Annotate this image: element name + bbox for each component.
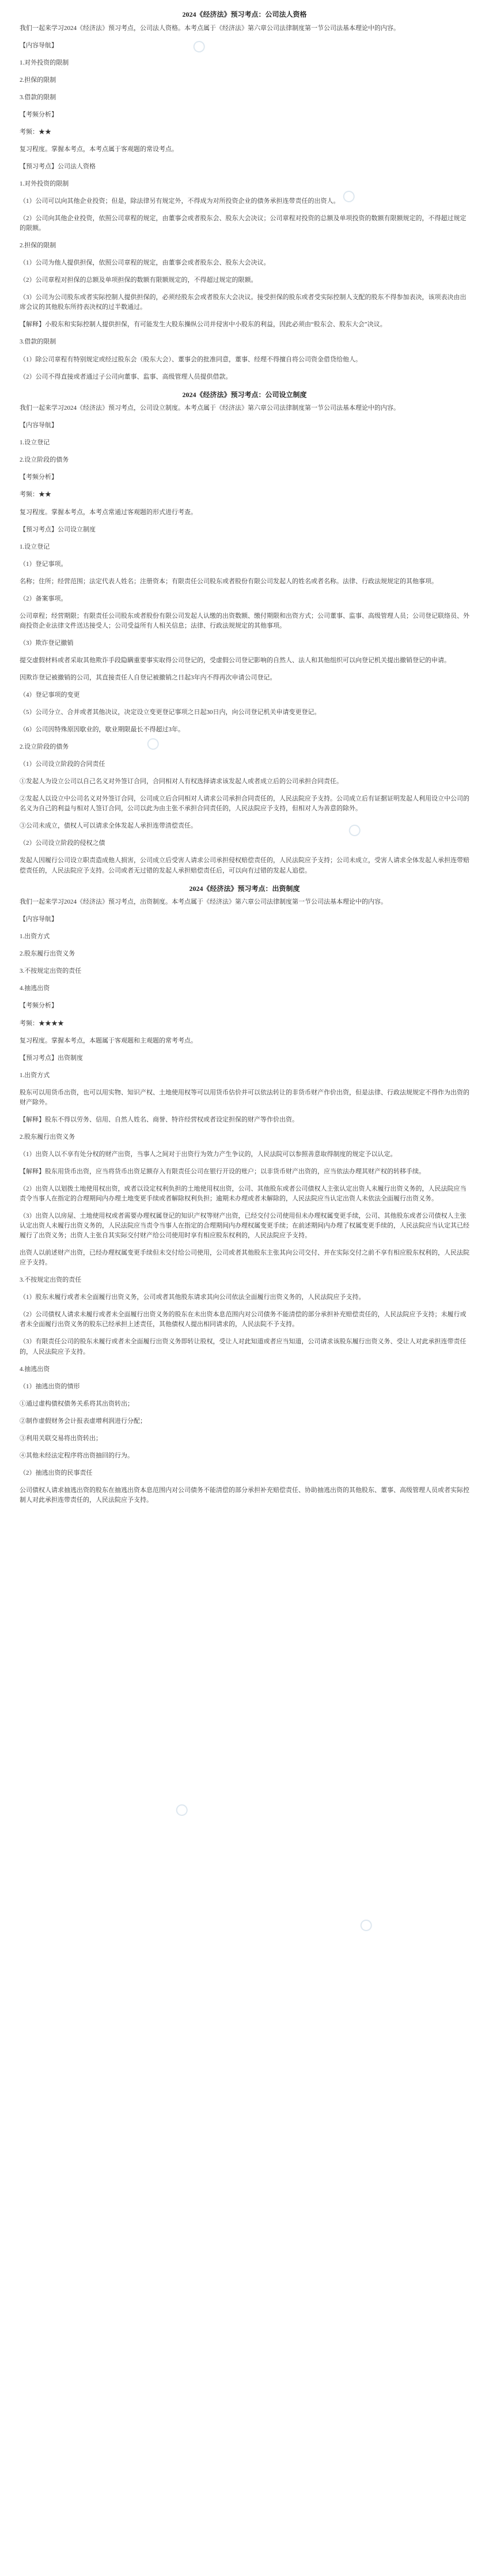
section-title: 2024《经济法》预习考点：出资制度 <box>189 884 300 893</box>
paragraph: 3.不按规定出资的责任 <box>20 1276 82 1284</box>
paragraph: 股东可以用货币出资，也可以用实物、知识产权、土地使用权等可以用货币估价并可以依法转让的非货币财产作价出资，但是法律、行政法规规定不得作为出资的财产除外。 <box>20 1089 469 1106</box>
paragraph: 1.对外投资的限制 <box>20 59 69 66</box>
paragraph: （1）除公司章程有特别规定或经过股东会（股东大会）、董事会的批准同意，董事、经理不得擅自将公司资金借贷给他人。 <box>20 356 362 363</box>
paragraph: 1.出资方式 <box>20 1071 50 1079</box>
paragraph: （2）公司章程对担保的总额及单项担保的数额有限额规定的，不得超过规定的限额。 <box>20 277 257 284</box>
paragraph: 复习程度。掌握本考点，本题属于客观题和主观题的常考考点。 <box>20 1037 197 1044</box>
paragraph: （5）公司分立、合并或者其他决议，决定设立变更登记事项之日起30日内，向公司登记机关申请变更登记。 <box>20 709 321 716</box>
section-3 <box>20 883 469 1505</box>
paragraph: （1）出资人以不享有处分权的财产出资，当事人之间对于出资行为效力产生争议的，人民法院可以参照善意取得制度的规定予以认定。 <box>20 1150 397 1158</box>
paragraph: 我们一起来学习2024《经济法》预习考点，公司设立制度。本考点属于《经济法》第六章公司法律制度第一节公司法基本理论中的内容。 <box>20 405 400 412</box>
paragraph: （1）股东未履行或者未全面履行出资义务，公司或者其他股东请求其向公司依法全面履行出资义务的，人民法院应予支持。 <box>20 1294 365 1301</box>
paragraph: 1.设立登记 <box>20 439 50 447</box>
paragraph: （3）出资人以房屋、土地使用权或者需要办理权属登记的知识产权等财产出资，已经交付公司使用但未办理权属变更手续，公司、其他股东或者公司债权人主张认定出资人未履行出资义务的，人民法院应当责令当事人在指定的合理期间内办理权属变更手续；在前述期间内办理了权属变更手续的，人民法院应当认定其已经履行了出资义务；出资人主张自其实际交付财产给公司使用时享有相应股东权利的，人民法院应予支持。 <box>20 1213 469 1240</box>
paragraph: 公司章程；经营期限；有限责任公司股东或者股份有限公司发起人认缴的出资数额、缴付期限和出资方式；公司董事、监事、高级管理人员；公司登记联络员、外商投资企业法律文件送达接受人；公司受益所有人相关信息；法律、行政法规规定的其他事项。 <box>20 612 469 629</box>
paragraph: （2）出资人以划拨土地使用权出资，或者以设定权利负担的土地使用权出资，公司、其他股东或者公司债权人主张认定出资人未履行出资义务的，人民法院应当责令当事人在指定的合理期间内办理土地变更手续或者解除权利负担；逾期未办理或者未解除的，人民法院应当认定出资人未依法全面履行出资义务。 <box>20 1185 467 1203</box>
watermark-logo <box>358 1882 442 1937</box>
paragraph: （2）备案事项。 <box>20 595 67 602</box>
paragraph: 【预习考点】公司法人资格 <box>20 163 96 170</box>
paragraph: 出资人以前述财产出资，已经办理权属变更手续但未交付给公司使用，公司或者其他股东主张其向公司交付、并在实际交付之前不享有相应股东权利的，人民法院应予支持。 <box>20 1249 469 1267</box>
section-title: 2024《经济法》预习考点：公司设立制度 <box>182 390 307 399</box>
paragraph: 2.股东履行出资义务 <box>20 950 75 958</box>
paragraph: 1.对外投资的限制 <box>20 180 69 188</box>
paragraph: 【内容导航】 <box>20 422 58 429</box>
paragraph: （3）欺诈登记撤销 <box>20 639 74 647</box>
paragraph: 【解释】股东用货币出资，应当将货币出资足额存入有限责任公司在银行开设的账户；以非货币财产出资的，应当依法办理其财产权的转移手续。 <box>20 1168 425 1175</box>
paragraph: 考频：★★ <box>20 128 51 135</box>
paragraph: 【考频分析】 <box>20 474 58 481</box>
paragraph: 3.不按规定出资的责任 <box>20 968 82 975</box>
paragraph: 【内容导航】 <box>20 916 58 923</box>
paragraph: （6）公司因特殊原因歇业的，歇业期限最长不得超过3年。 <box>20 726 184 734</box>
paragraph: 2.股东履行出资义务 <box>20 1133 75 1140</box>
paragraph: 发起人因履行公司设立职责造成他人损害，公司成立后受害人请求公司承担侵权赔偿责任的，人民法院应予支持；公司未成立，受害人请求全体发起人承担连带赔偿责任的，人民法院应予支持。公司或者无过错的发起人承担赔偿责任后，可以向有过错的发起人追偿。 <box>20 857 469 874</box>
paragraph: （3）公司为公司股东或者实际控制人提供担保的，必须经股东会或者股东大会决议。接受担保的股东或者受实际控制人支配的股东不得参加表决，该项表决由出席会议的其他股东所持表决权的过半数通过。 <box>20 294 467 311</box>
paragraph: （1）抽逃出资的情形 <box>20 1383 80 1390</box>
paragraph: 2.担保的限制 <box>20 242 56 250</box>
paragraph: 【考频分析】 <box>20 111 58 118</box>
paragraph: 提交虚假材料或者采取其他欺诈手段隐瞒重要事实取得公司登记的，受虚假公司登记影响的自然人、法人和其他组织可以向登记机关提出撤销登记的申请。 <box>20 656 450 664</box>
paragraph: ④其他未经法定程序将出资抽回的行为。 <box>20 1452 134 1459</box>
paragraph: 复习程度。掌握本考点，本考点属于客观题的常设考点。 <box>20 145 178 153</box>
paragraph: 4.抽逃出资 <box>20 1365 50 1373</box>
paragraph: 1.出资方式 <box>20 933 50 940</box>
paragraph: 【内容导航】 <box>20 41 58 49</box>
paragraph: 考频：★★★★ <box>20 1019 64 1027</box>
paragraph: （4）登记事项的变更 <box>20 692 80 699</box>
paragraph: 2.担保的限制 <box>20 76 56 84</box>
paragraph: 我们一起来学习2024《经济法》预习考点，出资制度。本考点属于《经济法》第六章公司法律制度第一节公司法基本理论中的内容。 <box>20 898 387 906</box>
section-title: 2024《经济法》预习考点：公司法人资格 <box>182 10 307 18</box>
section-2 <box>20 390 469 876</box>
paragraph: 【解释】股东不得以劳务、信用、自然人姓名、商誉、特许经营权或者设定担保的财产等作价出资。 <box>20 1116 298 1123</box>
paragraph: 因欺诈登记被撤销的公司，其直接责任人自登记被撤销之日起3年内不得再次申请公司登记。 <box>20 674 276 681</box>
paragraph: （3）有限责任公司的股东未履行或者未全面履行出资义务即转让股权，受让人对此知道或者应当知道，公司请求该股东履行出资义务、受让人对此承担连带责任的，人民法院应予支持。 <box>20 1338 467 1355</box>
paragraph: （2）公司向其他企业投资，依照公司章程的规定，由董事会或者股东会、股东大会决议；公司章程对投资的总额及单项投资的数额有限额规定的，不得超过规定的限额。 <box>20 215 467 232</box>
paragraph: （2）抽逃出资的民事责任 <box>20 1469 93 1476</box>
paragraph: 复习程度。掌握本考点，本考点常通过客观题的形式进行考查。 <box>20 508 197 516</box>
paragraph: 考频：★★ <box>20 491 51 498</box>
paragraph: ①通过虚构债权债务关系将其出资转出； <box>20 1400 134 1407</box>
paragraph: ②发起人以设立中公司名义对外签订合同，公司成立后合同相对人请求公司承担合同责任的，人民法院应予支持。公司成立后有证据证明发起人利用设立中公司的名义为自己的利益与相对人签订合同，公司以此为由主张不承担合同责任的，人民法院应予支持，但相对人为善意的除外。 <box>20 795 469 813</box>
paragraph: 2.设立阶段的债务 <box>20 743 69 751</box>
paragraph: 3.借款的限制 <box>20 338 56 346</box>
paragraph: 3.借款的限制 <box>20 93 56 101</box>
paragraph: （2）公司设立阶段的侵权之债 <box>20 840 105 847</box>
paragraph: ③利用关联交易将出资转出； <box>20 1434 102 1442</box>
paragraph: 【解释】小股东和实际控制人提供担保，有可能发生大股东操纵公司并侵害中小股东的利益，因此必须由“股东会、股东大会”决议。 <box>20 321 386 328</box>
paragraph: （2）公司债权人请求未履行或者未全面履行出资义务的股东在未出资本息范围内对公司债务不能清偿的部分承担补充赔偿责任的，人民法院应予支持；未履行或者未全面履行出资义务的股东已经承担上述责任，其他债权人提出相同请求的，人民法院不予支持。 <box>20 1311 467 1328</box>
paragraph: （1）公司可以向其他企业投资；但是，除法律另有规定外，不得成为对所投资企业的债务承担连带责任的出资人。 <box>20 198 340 205</box>
paragraph: 公司债权人请求抽逃出资的股东在抽逃出资本息范围内对公司债务不能清偿的部分承担补充赔偿责任、协助抽逃出资的其他股东、董事、高级管理人员或者实际控制人对此承担连带责任的，人民法院应予支持。 <box>20 1486 469 1504</box>
paragraph: （1）公司设立阶段的合同责任 <box>20 761 105 768</box>
paragraph: 我们一起来学习2024《经济法》预习考点，公司法人资格。本考点属于《经济法》第六章公司法律制度第一节公司法基本理论中的内容。 <box>20 24 400 32</box>
paragraph: 2.设立阶段的债务 <box>20 456 69 464</box>
paragraph: 【预习考点】公司设立制度 <box>20 526 96 533</box>
paragraph: 【考频分析】 <box>20 1002 58 1010</box>
paragraph: ①发起人为设立公司以自己名义对外签订合同，合同相对人有权选择请求该发起人或者成立后的公司承担合同责任。 <box>20 778 343 785</box>
paragraph: （2）公司不得直接或者通过子公司向董事、监事、高级管理人员提供借款。 <box>20 373 232 380</box>
paragraph: 【预习考点】出资制度 <box>20 1054 83 1062</box>
paragraph: 4.抽逃出资 <box>20 985 50 992</box>
section-1 <box>20 9 469 382</box>
paragraph: 名称；住所；经营范围；法定代表人姓名；注册资本；有限责任公司股东或者股份有限公司发起人的姓名或者名称。法律、行政法规规定的其他事项。 <box>20 577 438 585</box>
paragraph: （1）公司为他人提供担保，依照公司章程的规定，由董事会或者股东会、股东大会决议。 <box>20 259 270 267</box>
watermark-logo <box>174 1767 258 1822</box>
paragraph: 1.设立登记 <box>20 543 50 550</box>
paragraph: ②制作虚假财务会计报表虚增利润进行分配； <box>20 1417 146 1425</box>
paragraph: （1）登记事项。 <box>20 560 67 568</box>
paragraph: ③公司未成立，债权人可以请求全体发起人承担连带清偿责任。 <box>20 822 197 830</box>
